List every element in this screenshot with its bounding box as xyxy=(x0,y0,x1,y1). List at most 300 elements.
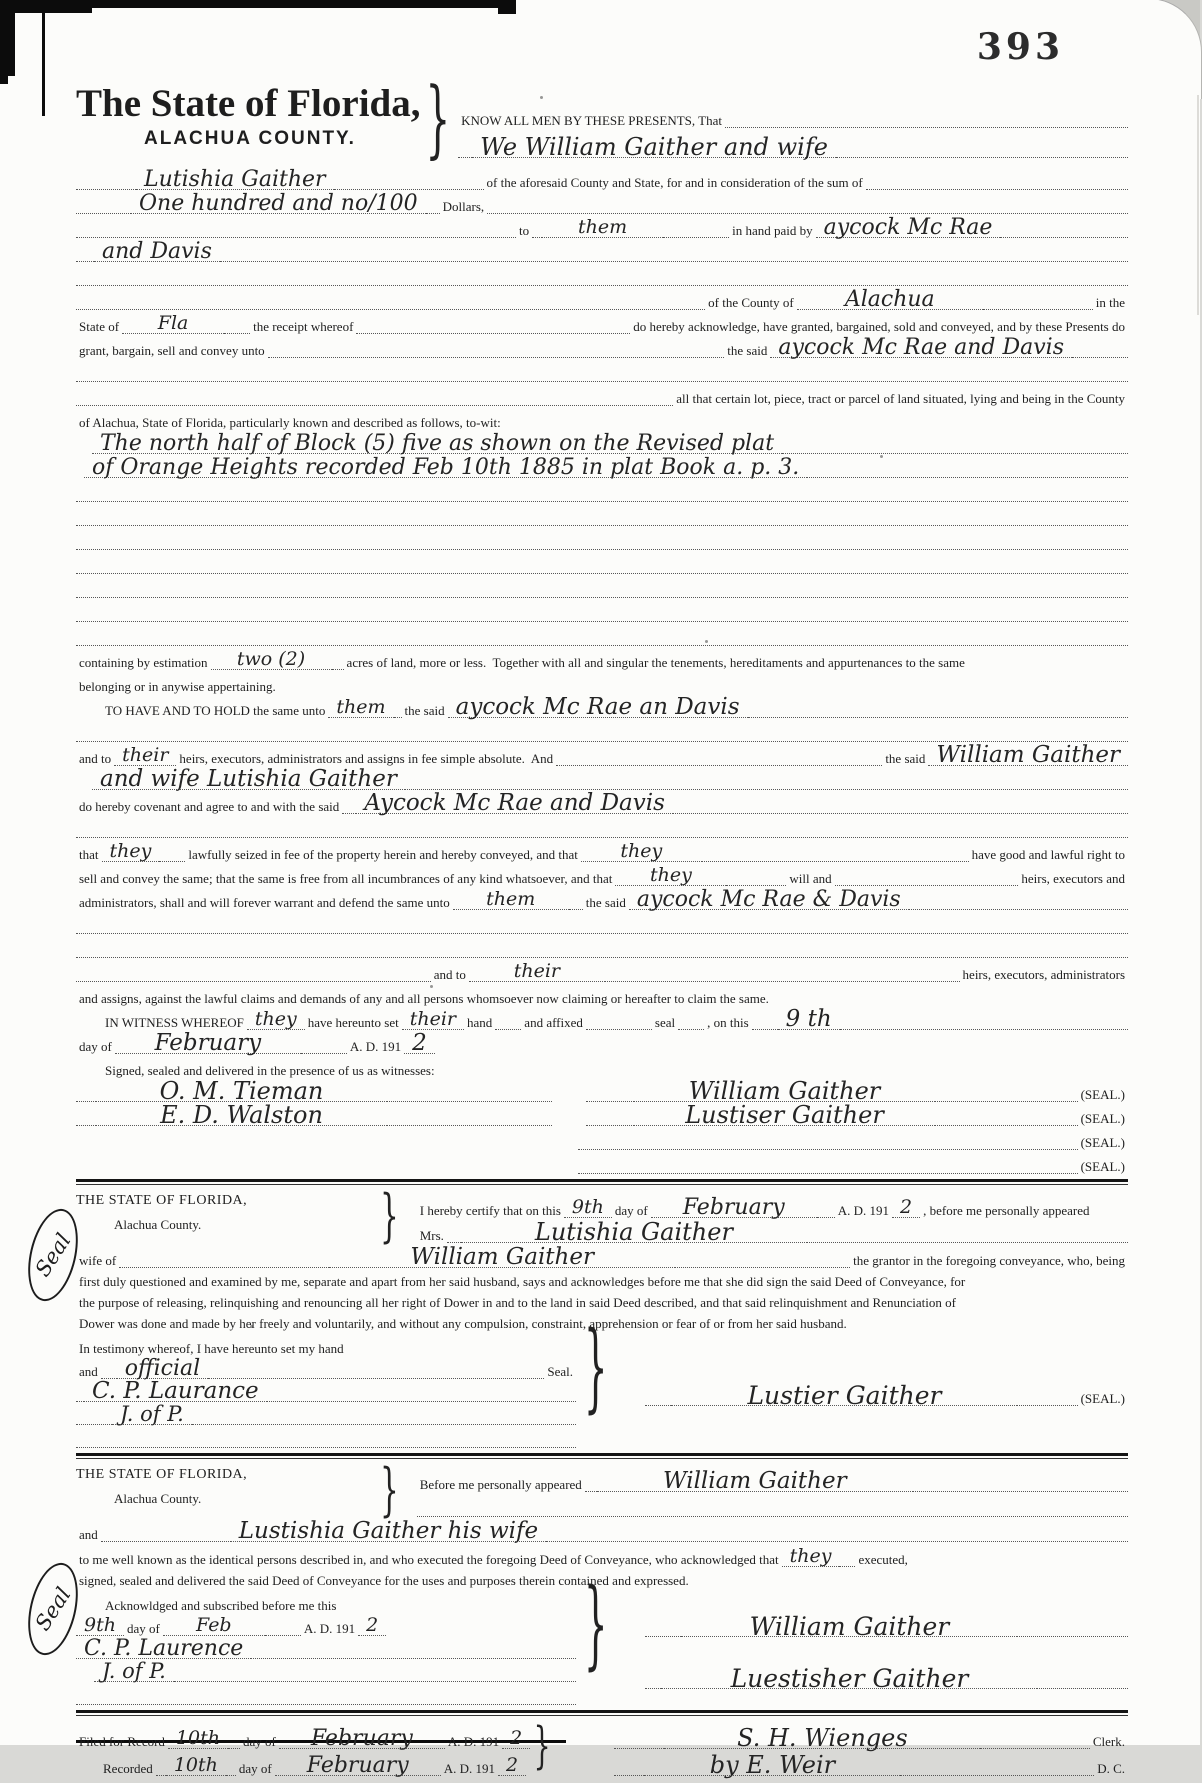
dotted-rule xyxy=(726,883,786,886)
printed-text: sell and convey the same; that the same is free from all incumbrances of any kind whatsoever, and that xyxy=(79,871,613,886)
form-line xyxy=(76,694,1128,718)
form-line xyxy=(76,1682,576,1705)
opening-clause xyxy=(458,84,1128,161)
printed-text: lawfully seized in fee of the property herein and hereby conveyed, and that xyxy=(188,847,578,862)
form-line xyxy=(76,1425,576,1448)
dotted-rule xyxy=(268,355,725,358)
printed-text: , before me personally appeared xyxy=(923,1203,1090,1218)
printed-text: executed, xyxy=(858,1552,908,1567)
county-name: ALACHUA COUNTY. xyxy=(144,128,356,149)
dotted-rule xyxy=(586,1123,634,1126)
spacer xyxy=(552,1125,586,1126)
handwritten-text: O. M. Tieman xyxy=(96,1082,387,1102)
dotted-rule xyxy=(586,1027,652,1030)
handwritten-text: them xyxy=(328,698,393,718)
handwritten-text: of Orange Heights recorded Feb 10th 1885 in plat Book a. p. 3. xyxy=(84,458,807,478)
printed-text: that xyxy=(79,847,99,862)
handwritten-text: We William Gaither and wife xyxy=(472,138,836,158)
form-line xyxy=(76,1356,576,1379)
dotted-rule xyxy=(556,763,882,766)
printed-text: Dollars, xyxy=(442,199,485,214)
filed-line xyxy=(76,1722,530,1749)
deed-body xyxy=(76,166,1128,1174)
dotted-rule xyxy=(76,1099,96,1102)
printed-text: (SEAL.) xyxy=(1080,1159,1125,1174)
scan-artifact xyxy=(1197,95,1199,315)
signature-line xyxy=(645,1376,1128,1410)
form-line xyxy=(76,382,1128,406)
dotted-rule xyxy=(174,1679,576,1682)
handwritten-text: Lustishia Gaither his wife xyxy=(231,1522,546,1542)
dotted-rule xyxy=(224,331,250,334)
handwritten-text: their xyxy=(469,962,605,982)
form-line xyxy=(417,1492,1128,1517)
dotted-rule xyxy=(76,187,136,190)
dotted-rule xyxy=(546,1539,1128,1542)
handwritten-text: they xyxy=(102,842,160,862)
printed-text: A. D. 191 xyxy=(447,1734,500,1749)
spacer xyxy=(76,1149,578,1150)
dotted-rule xyxy=(605,979,960,982)
printed-text: hand xyxy=(467,1015,493,1030)
printed-text: (SEAL.) xyxy=(1080,1087,1125,1102)
spacer xyxy=(76,717,102,718)
scan-artifact xyxy=(0,60,8,84)
dotted-rule xyxy=(387,1099,552,1102)
form-line xyxy=(76,526,1128,550)
dotted-rule xyxy=(866,187,1128,190)
handwritten-text: by E. Weir xyxy=(644,1756,900,1776)
form-line xyxy=(76,1590,576,1613)
printed-text: A. D. 191 xyxy=(837,1203,889,1218)
handwritten-text: Feb xyxy=(163,1616,265,1636)
handwritten-text: aycock Mc Rae an Davis xyxy=(448,698,748,718)
dotted-rule xyxy=(839,1564,855,1567)
printed-text: Seal. xyxy=(547,1364,573,1379)
dotted-rule xyxy=(725,125,1128,128)
dotted-rule xyxy=(458,155,472,158)
dotted-rule xyxy=(909,907,1128,910)
printed-text: in the xyxy=(1095,295,1125,310)
handwritten-text: William Gaither xyxy=(928,746,1128,766)
form-line xyxy=(76,958,1128,982)
dotted-rule xyxy=(678,1027,704,1030)
dotted-rule xyxy=(192,1422,576,1425)
form-line xyxy=(76,982,1128,1006)
form-line xyxy=(76,286,1128,310)
dotted-rule xyxy=(76,403,673,406)
form-line xyxy=(76,1243,1128,1268)
printed-text: containing by estimation xyxy=(79,655,208,670)
dotted-rule xyxy=(645,1686,661,1689)
dotted-rule xyxy=(251,1656,576,1659)
printed-text: wife of xyxy=(79,1253,117,1268)
dotted-rule xyxy=(782,451,1128,454)
handwritten-text: William Gaither xyxy=(634,1082,935,1102)
seal-stamp-text: Seal xyxy=(30,1583,76,1635)
handwritten-text: William Gaither xyxy=(329,1248,675,1268)
county-label: Alachua County. xyxy=(114,1491,202,1506)
handwritten-text: they xyxy=(581,842,702,862)
notary-acknowledgment-1 xyxy=(76,1182,1128,1448)
printed-text: first duly questioned and examined by me, separate and apart from her said husband, says and acknowledges before me that she did sign the said Deed of Conveyance, for xyxy=(79,1274,966,1289)
dotted-rule xyxy=(76,835,1128,838)
printed-text: signed, sealed and delivered the said Deed of Conveyance for the uses and purposes therein contained and expressed. xyxy=(79,1573,689,1588)
handwritten-text: aycock Mc Rae and Davis xyxy=(770,338,1072,358)
dotted-rule xyxy=(220,259,1128,262)
handwritten-text: William Gaither xyxy=(681,1617,1017,1637)
printed-text: and affixed xyxy=(524,1015,583,1030)
dotted-rule xyxy=(334,187,484,190)
printed-text: heirs, executors and xyxy=(1021,871,1125,886)
printed-text: (SEAL.) xyxy=(1080,1111,1125,1126)
dotted-rule xyxy=(76,643,1128,646)
dotted-rule xyxy=(76,235,516,238)
dotted-rule xyxy=(76,979,431,982)
seal-stamp-text: Seal xyxy=(30,1229,76,1281)
dotted-rule xyxy=(76,523,1128,526)
printed-text: of the County of xyxy=(708,295,794,310)
printed-text: day of xyxy=(242,1734,276,1749)
printed-text: and xyxy=(79,1527,98,1542)
testimony-left xyxy=(76,1333,576,1448)
grantor-signatures xyxy=(615,1590,1128,1705)
printed-text: heirs, executors, administrators and assigns in fee simple absolute. And xyxy=(179,751,554,766)
dotted-rule xyxy=(702,859,969,862)
dotted-rule xyxy=(645,1634,681,1637)
form-line xyxy=(76,910,1128,934)
clerk-signature-line xyxy=(614,1722,1128,1752)
handwritten-text: they xyxy=(782,1547,840,1567)
printed-text: Clerk. xyxy=(1092,1734,1125,1749)
spacer xyxy=(552,1101,586,1102)
handwritten-text: 2 xyxy=(358,1616,386,1636)
printed-text: to me well known as the identical persons described in, and who executed the foregoing Deed of Conveyance, who acknowledged that xyxy=(79,1552,779,1567)
notary-heading xyxy=(76,1182,1128,1249)
handwritten-text: The north half of Block (5) five as shown on the Revised plat xyxy=(92,434,782,454)
form-line xyxy=(76,1659,576,1682)
dotted-rule xyxy=(76,595,1128,598)
dotted-rule xyxy=(76,499,1128,502)
dotted-rule xyxy=(228,1746,240,1749)
handwritten-text: 2 xyxy=(502,1729,530,1749)
dotted-rule xyxy=(76,1702,576,1705)
printed-text: in hand paid by xyxy=(732,223,813,238)
opening-clause-line xyxy=(458,98,1128,128)
dotted-rule xyxy=(748,715,1128,718)
dotted-rule xyxy=(76,307,705,310)
handwritten-text: February xyxy=(115,1034,301,1054)
record-dates xyxy=(76,1722,530,1776)
form-line xyxy=(76,1030,1128,1054)
title-block xyxy=(76,84,420,150)
form-line xyxy=(76,310,1128,334)
handwritten-text: Lutishia Gaither xyxy=(461,1223,807,1243)
spacer xyxy=(76,789,92,790)
brace-glyph: } xyxy=(583,1566,608,1681)
form-line xyxy=(417,1193,1128,1218)
printed-text: KNOW ALL MEN BY THESE PRESENTS, That xyxy=(461,113,722,128)
printed-text: the purpose of releasing, relinquishing and renouncing all her right of Dower in and to the land in said Deed described, and that said relinquishment and Renunciation of xyxy=(79,1295,956,1310)
dotted-rule xyxy=(76,931,1128,934)
printed-text: day of xyxy=(614,1203,648,1218)
spacer xyxy=(76,1612,102,1613)
form-line xyxy=(76,550,1128,574)
form-line xyxy=(76,742,1128,766)
dotted-rule xyxy=(76,571,1128,574)
printed-text: Mrs. xyxy=(419,1228,444,1243)
printed-text: grant, bargain, sell and convey unto xyxy=(79,343,265,358)
dotted-rule xyxy=(119,1265,329,1268)
dotted-rule xyxy=(332,667,344,670)
form-line xyxy=(76,454,1128,478)
spacer xyxy=(76,477,84,478)
form-line xyxy=(76,1077,1128,1105)
appearance-lines xyxy=(403,1467,1128,1517)
handwritten-text: 9th xyxy=(76,1616,124,1636)
dotted-rule xyxy=(487,211,1128,214)
form-line xyxy=(76,1379,576,1402)
handwritten-text: 2 xyxy=(404,1034,435,1054)
dotted-rule xyxy=(76,1445,576,1448)
form-line xyxy=(76,646,1128,670)
form-line xyxy=(76,1517,1128,1542)
form-line xyxy=(76,214,1128,238)
form-line xyxy=(76,358,1128,382)
printed-text: A. D. 191 xyxy=(303,1621,356,1636)
printed-text: seal xyxy=(654,1015,676,1030)
dotted-rule xyxy=(76,1123,96,1126)
dotted-rule xyxy=(1017,1403,1077,1406)
handwritten-text: February xyxy=(275,1756,441,1776)
dotted-rule xyxy=(447,1240,461,1243)
dotted-rule xyxy=(578,1147,1078,1150)
handwritten-text: two (2) xyxy=(211,650,332,670)
printed-text: acres of land, more or less. Together with all and singular the tenements, hereditaments and appurtenances to the same xyxy=(346,655,965,670)
printed-text: the said xyxy=(727,343,768,358)
handwritten-text: February xyxy=(279,1729,445,1749)
record-officials xyxy=(554,1722,1128,1779)
dotted-rule xyxy=(807,1240,1128,1243)
form-line xyxy=(76,598,1128,622)
handwritten-text: and wife Lutishia Gaither xyxy=(92,770,405,790)
handwritten-text: Lustiser Gaither xyxy=(634,1106,935,1126)
signature-line xyxy=(645,1607,1128,1641)
form-line xyxy=(76,1542,1128,1567)
dotted-rule xyxy=(817,1215,835,1218)
printed-text: heirs, executors, administrators xyxy=(962,967,1126,982)
printed-text: of Alachua, State of Florida, particularly known and described as follows, to-wit: xyxy=(79,415,501,430)
form-line xyxy=(76,886,1128,910)
dotted-rule xyxy=(394,715,402,718)
scan-artifact xyxy=(498,0,516,14)
recorded-line xyxy=(76,1749,530,1776)
form-line xyxy=(76,166,1128,190)
handwritten-text: their xyxy=(402,1010,464,1030)
dotted-rule xyxy=(807,475,1128,478)
form-line xyxy=(76,574,1128,598)
handwritten-text: William Gaither xyxy=(597,1472,913,1492)
handwritten-text: 2 xyxy=(498,1756,526,1776)
form-line xyxy=(76,334,1128,358)
printed-text: all that certain lot, piece, tract or parcel of land situated, lying and being in the County xyxy=(676,391,1125,406)
handwritten-text: February xyxy=(651,1198,817,1218)
brace-glyph: } xyxy=(380,1456,399,1523)
printed-text: will and xyxy=(789,871,832,886)
form-line xyxy=(76,1402,576,1425)
dotted-rule xyxy=(76,1399,84,1402)
printed-text: do hereby acknowledge, have granted, bargained, sold and conveyed, and by these Presents do xyxy=(633,319,1125,334)
dotted-rule xyxy=(614,1773,644,1776)
dotted-rule xyxy=(840,1027,1128,1030)
handwritten-text: S. H. Wienges xyxy=(664,1729,980,1749)
brace-glyph: } xyxy=(583,1309,608,1424)
form-line xyxy=(76,934,1128,958)
handwritten-text: 9 th xyxy=(778,1010,840,1030)
handwritten-text: 9th xyxy=(564,1198,612,1218)
printed-text: and to xyxy=(79,751,112,766)
dotted-rule xyxy=(265,1633,301,1636)
printed-text: (SEAL.) xyxy=(1080,1390,1125,1406)
handwritten-text: 2 xyxy=(892,1198,920,1218)
printed-text: day of xyxy=(238,1761,272,1776)
signature-line xyxy=(645,1659,1128,1693)
printed-text: administrators, shall and will forever warrant and defend the same unto xyxy=(79,895,450,910)
brace-glyph: } xyxy=(380,1182,399,1249)
dotted-rule xyxy=(752,1027,778,1030)
dotted-rule xyxy=(101,1539,231,1542)
dotted-rule xyxy=(935,1123,1078,1126)
handwritten-text: and Davis xyxy=(94,242,220,262)
printed-text: have hereunto set xyxy=(307,1015,399,1030)
spacer xyxy=(76,1681,94,1682)
dotted-rule xyxy=(585,1489,597,1492)
dotted-rule xyxy=(417,1514,1128,1517)
state-label: THE STATE OF FLORIDA, xyxy=(76,1193,248,1208)
handwritten-text: their xyxy=(114,746,176,766)
printed-text: A. D. 191 xyxy=(443,1761,496,1776)
form-line xyxy=(76,718,1128,742)
dotted-rule xyxy=(935,1099,1078,1102)
printed-text: (SEAL.) xyxy=(1080,1135,1125,1150)
handwritten-text: Alachua xyxy=(797,290,983,310)
dotted-rule xyxy=(76,283,1128,286)
dotted-rule xyxy=(913,1489,1128,1492)
acknowledgment-left xyxy=(76,1590,576,1705)
page-number: 393 xyxy=(976,26,1064,68)
dotted-rule xyxy=(76,619,1128,622)
dotted-rule xyxy=(76,1422,112,1425)
printed-text: , on this xyxy=(707,1015,749,1030)
dotted-rule xyxy=(614,1746,664,1749)
dotted-rule xyxy=(569,907,583,910)
printed-text: do hereby covenant and agree to and with the said xyxy=(79,799,340,814)
form-line xyxy=(76,1101,1128,1129)
handwritten-text: One hundred and no/100 xyxy=(131,194,426,214)
handwritten-text: Fla xyxy=(122,314,224,334)
dotted-rule xyxy=(980,1746,1089,1749)
dotted-rule xyxy=(675,1265,850,1268)
form-line xyxy=(76,766,1128,790)
spacer xyxy=(76,1029,102,1030)
dotted-rule xyxy=(983,307,1093,310)
dotted-rule xyxy=(387,1123,552,1126)
scan-artifact xyxy=(42,0,45,116)
form-line xyxy=(76,1289,1128,1310)
printed-text: Recorded xyxy=(103,1761,153,1776)
form-line xyxy=(76,1636,576,1659)
printed-text: have good and lawful right to xyxy=(971,847,1125,862)
dotted-rule xyxy=(900,1773,1094,1776)
document-header xyxy=(76,70,1128,168)
grantor-names-line xyxy=(458,128,1128,161)
handwritten-text: 10th xyxy=(168,1729,228,1749)
form-line xyxy=(76,1150,1128,1174)
county-label: Alachua County. xyxy=(114,1217,202,1232)
handwritten-text: 10th xyxy=(166,1756,226,1776)
certification-lines xyxy=(403,1193,1128,1246)
notary-acknowledgment-2 xyxy=(76,1456,1128,1705)
spacer xyxy=(76,1173,578,1174)
printed-text: and to xyxy=(433,967,466,982)
handwritten-text: Lutishia Gaither xyxy=(136,170,334,190)
handwritten-text: Lustier Gaither xyxy=(671,1386,1017,1406)
dotted-rule xyxy=(1000,235,1128,238)
deputy-signature-line xyxy=(614,1749,1128,1779)
notary-venue xyxy=(76,1193,376,1233)
dotted-rule xyxy=(267,1399,576,1402)
handwritten-text: aycock Mc Rae xyxy=(816,218,1001,238)
handwritten-text: official xyxy=(117,1359,208,1379)
dotted-rule xyxy=(159,859,185,862)
printed-text: Filed for Record xyxy=(79,1734,165,1749)
form-line xyxy=(76,622,1128,646)
printed-text: the grantor in the foregoing conveyance, who, being xyxy=(853,1253,1125,1268)
brace-glyph: } xyxy=(425,70,451,168)
handwritten-text: them xyxy=(453,890,569,910)
printed-text: Dower was done and made by her freely and voluntarily, and without any compulsion, constraint, apprehension or fear of or from her said husband. xyxy=(79,1316,847,1331)
document-title: The State of Florida, xyxy=(76,82,421,125)
form-line xyxy=(76,1054,1128,1078)
form-line xyxy=(76,1613,576,1636)
spacer xyxy=(76,453,92,454)
section-divider xyxy=(76,1179,1128,1185)
form-line xyxy=(76,1126,1128,1150)
state-label: THE STATE OF FLORIDA, xyxy=(76,1467,248,1482)
printed-text: the receipt whereof xyxy=(253,319,354,334)
form-line xyxy=(417,1218,1128,1246)
printed-text: Acknowldged and subscribed before me this xyxy=(105,1598,337,1613)
form-line xyxy=(76,862,1128,886)
form-line xyxy=(76,478,1128,502)
handwritten-text: J. of P. xyxy=(112,1405,192,1425)
handwritten-text: Luestisher Gaither xyxy=(661,1669,1037,1689)
dotted-rule xyxy=(1037,1686,1128,1689)
printed-text: belonging or in anywise appertaining. xyxy=(79,679,276,694)
printed-text: the said xyxy=(585,895,626,910)
form-line xyxy=(76,670,1128,694)
brace-glyph: } xyxy=(533,1716,551,1775)
handwritten-text: E. D. Walston xyxy=(96,1106,387,1126)
deed-document xyxy=(76,70,1128,1779)
spacer xyxy=(76,1775,100,1776)
dotted-rule xyxy=(1072,355,1128,358)
dotted-rule xyxy=(663,235,729,238)
form-line xyxy=(76,1006,1128,1030)
printed-text: of the aforesaid County and State, for and in consideration of the sum of xyxy=(486,175,863,190)
form-line xyxy=(76,238,1128,262)
dotted-rule xyxy=(76,547,1128,550)
